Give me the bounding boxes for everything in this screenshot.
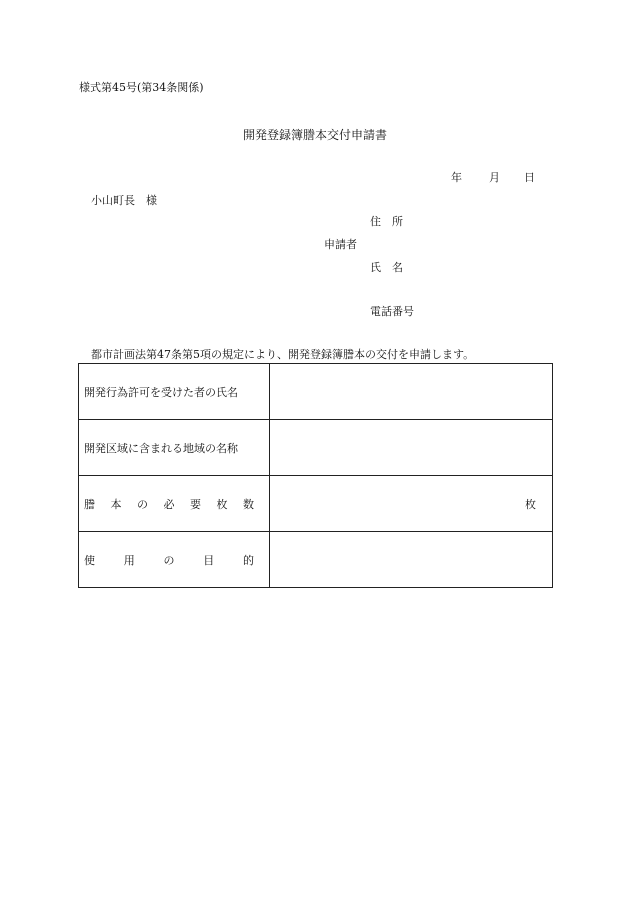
table-row xyxy=(79,364,553,420)
application-table xyxy=(78,363,553,588)
applicant-name-label: 氏 名 xyxy=(370,261,403,274)
applicant-address-label: 住 所 xyxy=(370,215,403,228)
label-char: 数 xyxy=(243,497,254,511)
required-copies-label xyxy=(79,476,270,532)
label-char: の xyxy=(137,497,148,511)
applicant-label: 申請者 xyxy=(324,238,357,251)
label-char: 目 xyxy=(203,553,215,567)
table-row xyxy=(79,420,553,476)
addressee: 小山町長 様 xyxy=(91,194,157,207)
permit-holder-name-field[interactable] xyxy=(270,364,553,420)
page-title: 開発登録簿謄本交付申請書 xyxy=(242,128,387,142)
label-char: 用 xyxy=(123,553,135,567)
date-day-label: 日 xyxy=(524,171,535,184)
label-char: 要 xyxy=(190,497,201,511)
purpose-label xyxy=(79,532,270,588)
label-char: 本 xyxy=(110,497,122,511)
table-row xyxy=(79,476,553,532)
label-char: 必 xyxy=(163,497,175,511)
permit-holder-name-label: 開発行為許可を受けた者の氏名 xyxy=(79,364,270,420)
label-char: 謄 xyxy=(84,497,95,511)
table-row xyxy=(79,532,553,588)
date-year-label: 年 xyxy=(451,171,462,184)
date-month-label: 月 xyxy=(489,171,500,184)
required-copies-field[interactable] xyxy=(270,476,553,532)
copies-unit: 枚 xyxy=(525,497,536,511)
applicant-phone-label: 電話番号 xyxy=(370,305,414,318)
purpose-field[interactable] xyxy=(270,532,553,588)
label-char: の xyxy=(163,553,175,567)
development-area-name-field[interactable] xyxy=(270,420,553,476)
label-char: 使 xyxy=(84,553,95,567)
label-char: 枚 xyxy=(216,497,228,511)
label-char: 的 xyxy=(243,553,254,567)
development-area-name-label: 開発区域に含まれる地域の名称 xyxy=(79,420,270,476)
form-number: 様式第45号(第34条関係) xyxy=(79,81,204,94)
application-statement: 都市計画法第47条第5項の規定により、開発登録簿謄本の交付を申請します。 xyxy=(91,348,475,361)
